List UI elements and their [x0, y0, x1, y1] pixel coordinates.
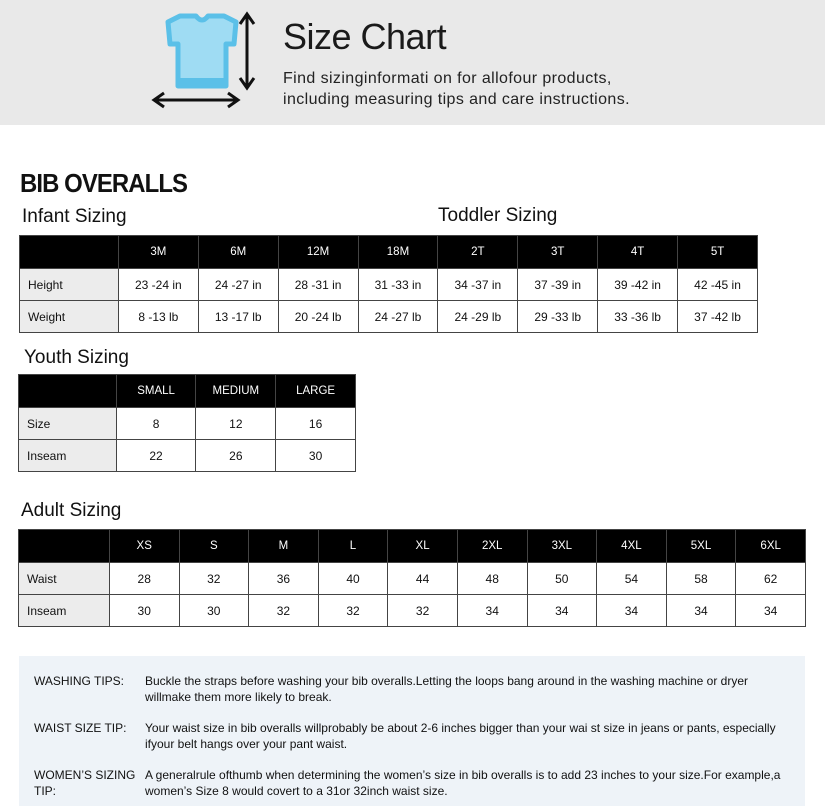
row-label: Size	[19, 408, 117, 440]
column-header: 3M	[118, 236, 198, 269]
column-header: 3XL	[527, 530, 597, 563]
table-header-row	[20, 236, 758, 269]
column-header: L	[318, 530, 388, 563]
womens-tip-label: WOMEN’S SIZING TIP:	[34, 768, 136, 798]
adult-table	[18, 529, 806, 627]
table-cell: 32	[179, 563, 249, 595]
table-cell: 54	[597, 563, 667, 595]
table-cell: 29 -33 lb	[518, 301, 598, 333]
table-cell: 30	[109, 595, 179, 627]
table-cell: 39 -42 in	[598, 269, 678, 301]
table-cell: 37 -39 in	[518, 269, 598, 301]
column-header: 6XL	[736, 530, 806, 563]
table-cell: 26	[196, 440, 276, 472]
row-label: Height	[20, 269, 119, 301]
table-cell: 22	[116, 440, 196, 472]
youth-heading: Youth Sizing	[24, 347, 129, 368]
waist-tip-label: WAIST SIZE TIP:	[34, 721, 127, 735]
table-cell: 58	[666, 563, 736, 595]
washing-tip-label: WASHING TIPS:	[34, 674, 125, 688]
table-cell: 34	[736, 595, 806, 627]
row-label: Weight	[20, 301, 119, 333]
table-cell: 34	[527, 595, 597, 627]
column-header: 12M	[278, 236, 358, 269]
table-cell: 30	[179, 595, 249, 627]
table-cell: 30	[276, 440, 356, 472]
column-header: SMALL	[116, 375, 196, 408]
table-header-row	[19, 375, 356, 408]
column-header: 4T	[598, 236, 678, 269]
table-cell: 31 -33 in	[358, 269, 438, 301]
tips-panel	[19, 656, 805, 806]
column-header: 5XL	[666, 530, 736, 563]
section-title: BIB OVERALLS	[20, 168, 188, 198]
table-cell: 32	[388, 595, 458, 627]
adult-heading: Adult Sizing	[21, 500, 122, 521]
table-cell: 34	[666, 595, 736, 627]
infant-toddler-table	[19, 235, 758, 333]
table-row	[20, 269, 758, 301]
page-header	[0, 0, 825, 125]
table-cell: 28 -31 in	[278, 269, 358, 301]
table-cell: 16	[276, 408, 356, 440]
table-cell: 8	[116, 408, 196, 440]
page-subtitle	[283, 68, 803, 110]
table-cell: 44	[388, 563, 458, 595]
washing-tip-text: Buckle the straps before washing your bib overalls.Letting the loops bang around in the washing machine or dryer willmake them more likely to break.	[145, 674, 749, 704]
column-header: M	[249, 530, 319, 563]
row-label: Waist	[19, 563, 110, 595]
table-cell: 23 -24 in	[118, 269, 198, 301]
subtitle-line-2: including measuring tips and care instructions.	[283, 91, 630, 108]
row-label: Inseam	[19, 440, 117, 472]
column-header: XS	[109, 530, 179, 563]
infant-heading: Infant Sizing	[22, 206, 127, 227]
table-corner	[19, 375, 117, 408]
table-row	[19, 408, 356, 440]
column-header: MEDIUM	[196, 375, 276, 408]
table-cell: 37 -42 lb	[678, 301, 758, 333]
column-header: 3T	[518, 236, 598, 269]
column-header: 2T	[438, 236, 518, 269]
column-header: LARGE	[276, 375, 356, 408]
table-header-row	[19, 530, 806, 563]
table-row	[19, 563, 806, 595]
table-cell: 24 -27 in	[198, 269, 278, 301]
table-cell: 12	[196, 408, 276, 440]
row-label: Inseam	[19, 595, 110, 627]
table-cell: 24 -27 lb	[358, 301, 438, 333]
table-row	[19, 440, 356, 472]
table-cell: 48	[457, 563, 527, 595]
table-cell: 36	[249, 563, 319, 595]
table-cell: 34	[457, 595, 527, 627]
waist-tip-text: Your waist size in bib overalls willprobably be about 2-6 inches bigger than your wai st size in jeans or pants, especially ifyour belt hangs over your pant waist.	[145, 721, 776, 751]
table-cell: 42 -45 in	[678, 269, 758, 301]
column-header: 18M	[358, 236, 438, 269]
table-cell: 32	[249, 595, 319, 627]
column-header: 2XL	[457, 530, 527, 563]
womens-tip-text: A generalrule ofthumb when determining the women’s size in bib overalls is to add 23 inches to your size.For example,a women’s Size 8 would covert to a 31or 32inch waist size.	[145, 768, 781, 798]
column-header: 5T	[678, 236, 758, 269]
tshirt-size-icon	[150, 8, 265, 113]
column-header: XL	[388, 530, 458, 563]
table-cell: 24 -29 lb	[438, 301, 518, 333]
table-cell: 62	[736, 563, 806, 595]
table-cell: 40	[318, 563, 388, 595]
table-cell: 8 -13 lb	[118, 301, 198, 333]
table-cell: 20 -24 lb	[278, 301, 358, 333]
table-cell: 32	[318, 595, 388, 627]
table-row	[20, 301, 758, 333]
page-title: Size Chart	[283, 16, 447, 57]
table-cell: 34	[597, 595, 667, 627]
table-row	[19, 595, 806, 627]
table-cell: 13 -17 lb	[198, 301, 278, 333]
table-cell: 50	[527, 563, 597, 595]
table-cell: 28	[109, 563, 179, 595]
table-cell: 34 -37 in	[438, 269, 518, 301]
toddler-heading: Toddler Sizing	[438, 205, 558, 226]
column-header: 4XL	[597, 530, 667, 563]
table-corner	[19, 530, 110, 563]
column-header: 6M	[198, 236, 278, 269]
subtitle-line-1: Find sizinginformati on for allofour products,	[283, 70, 612, 87]
column-header: S	[179, 530, 249, 563]
youth-table	[18, 374, 356, 472]
table-cell: 33 -36 lb	[598, 301, 678, 333]
table-corner	[20, 236, 119, 269]
